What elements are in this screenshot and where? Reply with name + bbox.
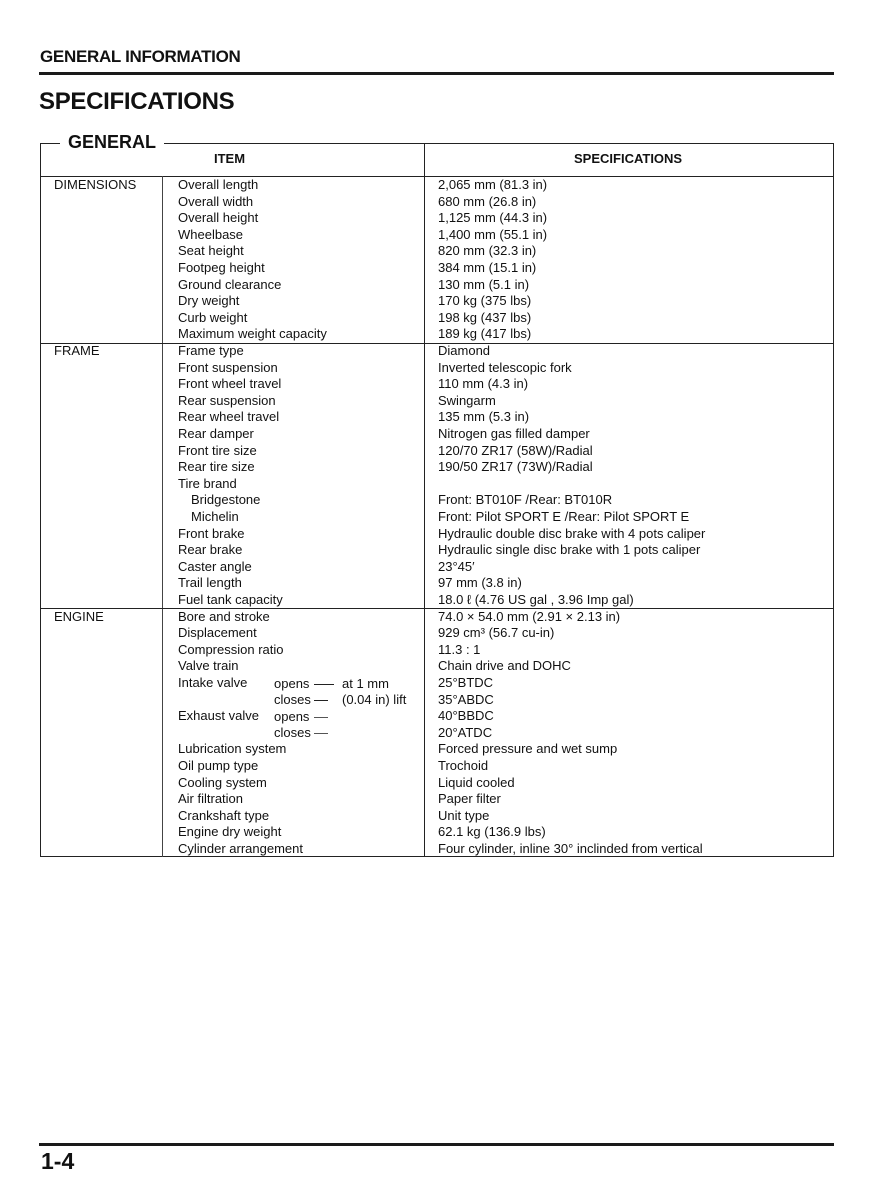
valve-closes-exhaust: closes xyxy=(274,725,311,740)
table-row xyxy=(0,227,885,244)
table-row xyxy=(0,343,885,360)
row-item: Overall height xyxy=(178,210,259,226)
table-row xyxy=(0,393,885,410)
row-item: Tire brand xyxy=(178,475,237,491)
category-dimensions: DIMENSIONS xyxy=(54,177,137,192)
table-row xyxy=(0,708,885,725)
row-spec: 189 kg (417 lbs) xyxy=(438,326,532,342)
row-spec: Hydraulic single disc brake with 1 pots caliper xyxy=(438,542,701,558)
table-row xyxy=(0,177,885,194)
table-row xyxy=(0,824,885,841)
row-item: Ground clearance xyxy=(178,276,282,292)
table-row xyxy=(0,841,885,858)
row-spec: 170 kg (375 lbs) xyxy=(438,293,532,309)
table-row xyxy=(0,675,885,692)
row-spec: 25°BTDC xyxy=(438,675,494,690)
table-row xyxy=(0,758,885,775)
table-row xyxy=(0,808,885,825)
row-item: Wheelbase xyxy=(178,226,244,242)
row-spec: 198 kg (437 lbs) xyxy=(438,309,532,325)
row-item: Front tire size xyxy=(178,442,257,458)
row-spec: Four cylinder, inline 30° inclinded from vertical xyxy=(438,841,703,856)
bottom-rule xyxy=(39,1143,834,1146)
table-row xyxy=(0,725,885,742)
row-spec: Forced pressure and wet sump xyxy=(438,741,618,757)
row-spec: 35°ABDC xyxy=(438,691,494,707)
table-row xyxy=(0,443,885,460)
row-spec: 820 mm (32.3 in) xyxy=(438,243,537,259)
row-spec: 384 mm (15.1 in) xyxy=(438,260,537,275)
valve-leader-lines xyxy=(314,700,328,701)
section-header: GENERAL INFORMATION xyxy=(40,47,241,66)
row-item: Bore and stroke xyxy=(178,608,270,624)
column-header-specifications: SPECIFICATIONS xyxy=(574,151,683,166)
row-spec: 2,065 mm (81.3 in) xyxy=(438,177,548,192)
row-spec: Paper filter xyxy=(438,791,501,807)
table-row xyxy=(0,609,885,626)
table-row xyxy=(0,194,885,211)
table-row xyxy=(0,775,885,792)
row-item: Cylinder arrangement xyxy=(178,841,304,856)
valve-opens-intake: opens xyxy=(274,676,310,691)
row-item: Caster angle xyxy=(178,558,252,574)
table-row xyxy=(0,476,885,493)
row-item: Rear tire size xyxy=(178,459,255,475)
table-row xyxy=(0,526,885,543)
row-item: Lubrication system xyxy=(178,741,287,757)
table-row xyxy=(0,592,885,609)
table-row xyxy=(0,326,885,343)
table-row xyxy=(0,509,885,526)
row-item: Footpeg height xyxy=(178,260,265,275)
row-spec: 1,400 mm (55.1 in) xyxy=(438,226,548,242)
row-item: Seat height xyxy=(178,243,244,259)
row-item: Front wheel travel xyxy=(178,376,282,392)
row-item: Compression ratio xyxy=(178,641,284,657)
table-row xyxy=(0,376,885,393)
row-spec: Diamond xyxy=(438,343,491,358)
row-item: Curb weight xyxy=(178,309,248,325)
table-row xyxy=(0,243,885,260)
row-item: Intake valve xyxy=(178,675,248,690)
row-item: Maximum weight capacity xyxy=(178,326,327,342)
row-spec: 1,125 mm (44.3 in) xyxy=(438,210,548,226)
row-spec: 40°BBDC xyxy=(438,708,494,724)
row-spec: Unit type xyxy=(438,807,490,823)
table-row xyxy=(0,360,885,377)
row-item: Rear suspension xyxy=(178,392,276,408)
row-item: Exhaust valve xyxy=(178,708,259,724)
table-row xyxy=(0,426,885,443)
valve-opens-exhaust: opens xyxy=(274,709,310,724)
row-item: Overall length xyxy=(178,177,259,192)
row-spec: Inverted telescopic fork xyxy=(438,359,572,375)
row-spec: Front: BT010F /Rear: BT010R xyxy=(438,492,613,508)
table-row xyxy=(0,741,885,758)
row-item: Crankshaft type xyxy=(178,807,270,823)
row-item: Rear damper xyxy=(178,426,254,441)
table-row xyxy=(0,575,885,592)
table-row xyxy=(0,409,885,426)
row-spec: 62.1 kg (136.9 lbs) xyxy=(438,824,546,840)
row-spec: 110 mm (4.3 in) xyxy=(438,376,529,392)
table-row xyxy=(0,210,885,227)
row-spec: Swingarm xyxy=(438,392,496,408)
row-item: Dry weight xyxy=(178,293,240,309)
column-header-item: ITEM xyxy=(214,151,246,166)
row-item: Bridgestone xyxy=(191,492,261,508)
row-spec: Hydraulic double disc brake with 4 pots caliper xyxy=(438,525,706,541)
row-spec: 135 mm (5.3 in) xyxy=(438,409,530,425)
row-item: Overall width xyxy=(178,193,254,209)
page-title: SPECIFICATIONS xyxy=(39,88,235,115)
row-item: Air filtration xyxy=(178,791,244,807)
row-item: Frame type xyxy=(178,343,244,358)
valve-leader-lines xyxy=(314,684,334,685)
row-spec: 130 mm (5.1 in) xyxy=(438,276,530,292)
row-item: Michelin xyxy=(191,509,239,524)
row-item: Trail length xyxy=(178,575,242,591)
table-row xyxy=(0,658,885,675)
row-spec: 929 cm³ (56.7 cu-in) xyxy=(438,625,555,641)
row-spec: 120/70 ZR17 (58W)/Radial xyxy=(438,442,593,458)
row-spec: 18.0 ℓ (4.76 US gal , 3.96 Imp gal) xyxy=(438,592,634,607)
row-spec: 190/50 ZR17 (73W)/Radial xyxy=(438,459,593,475)
row-spec: 20°ATDC xyxy=(438,724,493,740)
row-spec: 74.0 × 54.0 mm (2.91 × 2.13 in) xyxy=(438,608,621,624)
table-row xyxy=(0,293,885,310)
row-spec: Chain drive and DOHC xyxy=(438,658,571,674)
row-item: Displacement xyxy=(178,625,257,641)
group-label: GENERAL xyxy=(60,132,164,153)
valve-leader-lines xyxy=(314,717,328,718)
valve-lift-note-1: at 1 mm xyxy=(342,676,389,691)
top-rule xyxy=(39,72,834,75)
row-spec: 23°45′ xyxy=(438,558,475,574)
table-row xyxy=(0,542,885,559)
row-spec: Liquid cooled xyxy=(438,774,515,790)
table-row xyxy=(0,791,885,808)
row-item: Engine dry weight xyxy=(178,824,282,840)
row-spec: 97 mm (3.8 in) xyxy=(438,575,522,591)
row-item: Rear wheel travel xyxy=(178,409,280,425)
row-spec: Trochoid xyxy=(438,758,489,773)
category-engine: ENGINE xyxy=(54,609,104,624)
table-row xyxy=(0,277,885,294)
table-row xyxy=(0,625,885,642)
table-row xyxy=(0,492,885,509)
row-item: Front suspension xyxy=(178,359,278,375)
table-row xyxy=(0,459,885,476)
page-number: 1-4 xyxy=(41,1148,75,1174)
row-spec: Nitrogen gas filled damper xyxy=(438,426,590,441)
table-row xyxy=(0,642,885,659)
row-item: Cooling system xyxy=(178,774,267,790)
table-row xyxy=(0,559,885,576)
row-spec: 11.3 : 1 xyxy=(438,641,481,657)
table-row xyxy=(0,310,885,327)
row-item: Rear brake xyxy=(178,542,243,558)
row-item: Valve train xyxy=(178,658,239,674)
row-item: Front brake xyxy=(178,525,245,541)
table-row xyxy=(0,260,885,277)
valve-lift-note-2: (0.04 in) lift xyxy=(342,692,407,707)
row-spec: 680 mm (26.8 in) xyxy=(438,193,537,209)
row-spec: Front: Pilot SPORT E /Rear: Pilot SPORT E xyxy=(438,509,690,524)
row-item: Oil pump type xyxy=(178,758,259,773)
row-item: Fuel tank capacity xyxy=(178,592,283,607)
valve-leader-lines xyxy=(314,733,328,734)
category-frame: FRAME xyxy=(54,343,100,358)
valve-closes-intake: closes xyxy=(274,692,311,707)
table-row xyxy=(0,692,885,709)
